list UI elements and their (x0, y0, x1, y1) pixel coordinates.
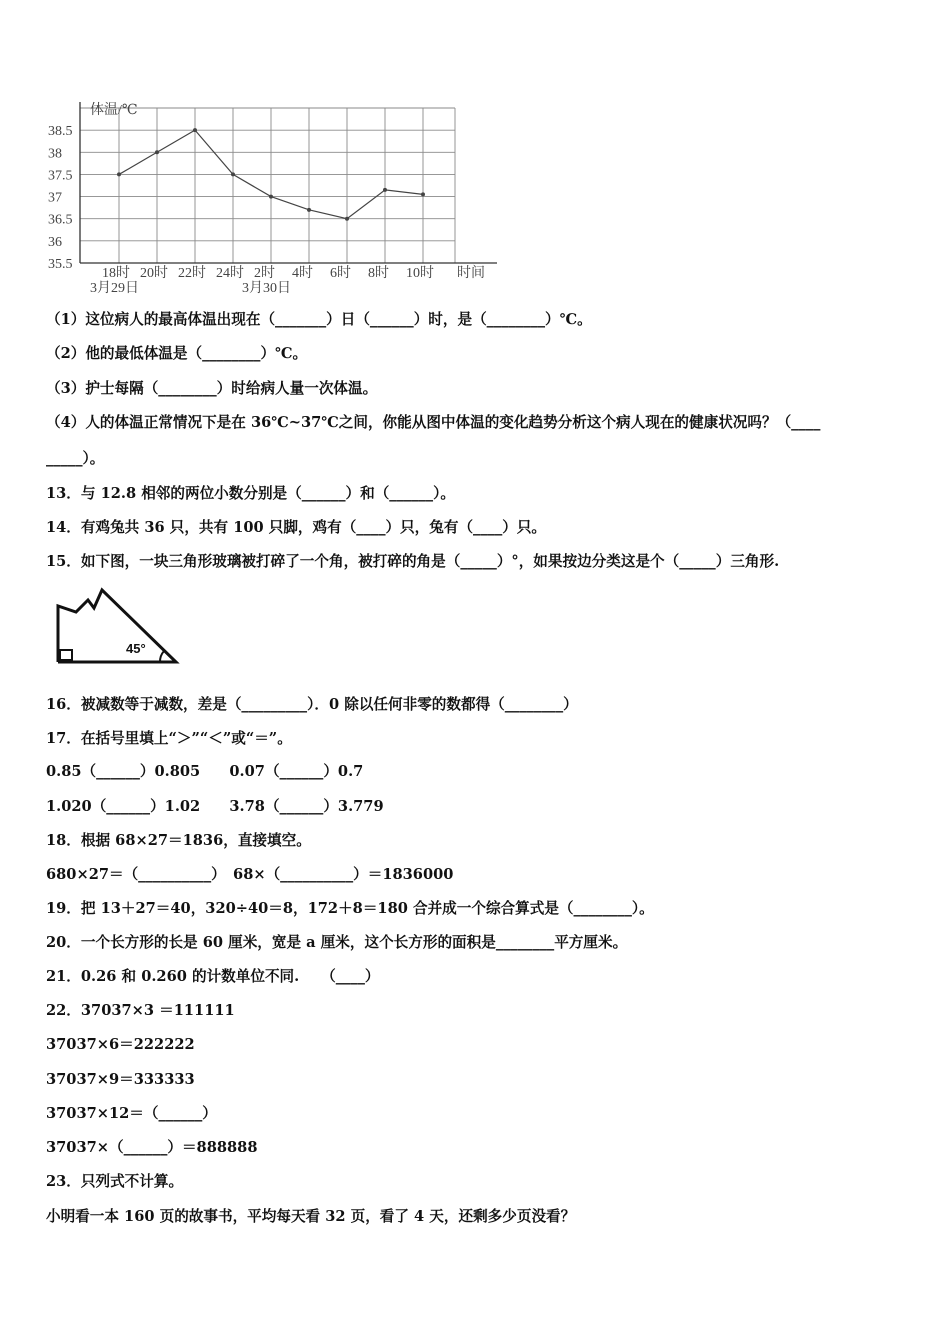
question-22: 22．37037×3 ＝111111 (46, 1002, 235, 1019)
x-tick-label: 18时 (102, 266, 130, 281)
date-label: 3月29日 (90, 281, 139, 296)
y-tick-label: 37.5 (48, 168, 73, 184)
question-19: 19．把 13＋27＝40，320÷40＝8，172＋8＝180 合并成一个综合算式是（________）。 (46, 900, 654, 917)
data-point (155, 150, 159, 154)
question-13: 13．与 12.8 相邻的两位小数分别是（______）和（______）。 (46, 485, 455, 502)
question-12-part-1: （1）这位病人的最高体温出现在（_______）日（______）时，是（________）℃。 (46, 311, 592, 328)
data-point (231, 172, 235, 176)
x-tick-label: 22时 (178, 266, 206, 281)
question-22-line-5: 37037×（______）＝888888 (46, 1139, 258, 1156)
question-21: 21．0.26 和 0.260 的计数单位不同. （____） (46, 968, 380, 985)
data-point (421, 192, 425, 196)
data-point (193, 128, 197, 132)
question-22-line-3: 37037×9＝333333 (46, 1071, 195, 1088)
question-17: 17．在括号里填上“＞”“＜”或“＝”。 (46, 730, 292, 747)
broken-triangle-outline (58, 590, 176, 662)
y-tick-label: 36.5 (48, 212, 73, 228)
data-point (307, 208, 311, 212)
y-tick-label: 38.5 (48, 124, 73, 140)
angle-label: 45° (126, 641, 146, 656)
y-axis-label: 体温/℃ (90, 103, 138, 118)
question-17-row-1: 0.85（______）0.805 0.07（______）0.7 (46, 763, 364, 780)
question-23-text: 小明看一本 160 页的故事书，平均每天看 32 页，看了 4 天，还剩多少页没看？ (46, 1208, 576, 1225)
data-point (345, 217, 349, 221)
question-16: 16．被减数等于减数，差是（_________）．0 除以任何非零的数都得（________） (46, 696, 578, 713)
y-tick-label: 36 (48, 234, 62, 250)
broken-triangle-figure (54, 586, 184, 670)
date-label: 3月30日 (242, 281, 291, 296)
data-point (383, 188, 387, 192)
data-point (117, 172, 121, 176)
x-tick-label: 6时 (330, 266, 351, 281)
right-angle-mark (60, 650, 72, 660)
x-axis-label: 时间 (457, 266, 485, 281)
x-tick-label: 2时 (254, 266, 275, 281)
chart-svg (42, 96, 502, 306)
question-14: 14．有鸡兔共 36 只，共有 100 只脚，鸡有（____）只，兔有（____）只。 (46, 519, 547, 536)
question-12-part-2: （2）他的最低体温是（________）℃。 (46, 345, 308, 362)
question-12-part-4-continued: _____）。 (46, 450, 105, 467)
question-23: 23．只列式不计算。 (46, 1173, 184, 1190)
x-tick-label: 24时 (216, 266, 244, 281)
angle-arc-mark (160, 651, 164, 662)
x-tick-label: 10时 (406, 266, 434, 281)
broken-triangle-svg (54, 586, 184, 670)
question-18: 18．根据 68×27＝1836，直接填空。 (46, 832, 311, 849)
question-12-part-3: （3）护士每隔（________）时给病人量一次体温。 (46, 380, 378, 397)
question-15: 15．如下图，一块三角形玻璃被打碎了一个角，被打碎的角是（_____）°，如果按边分类这是个（_____）三角形. (46, 553, 780, 570)
question-20: 20．一个长方形的长是 60 厘米，宽是 a 厘米，这个长方形的面积是________平方厘米。 (46, 934, 628, 951)
question-22-line-2: 37037×6＝222222 (46, 1036, 195, 1053)
question-17-row-2: 1.020（______）1.02 3.78（______）3.779 (46, 798, 384, 815)
y-tick-label: 37 (48, 190, 62, 206)
y-tick-label: 35.5 (48, 257, 73, 272)
data-point (269, 195, 273, 199)
temperature-line-chart (42, 96, 502, 306)
question-22-line-4: 37037×12＝（______） (46, 1105, 217, 1122)
y-tick-label: 38 (48, 146, 62, 162)
question-12-part-4: （4）人的体温正常情况下是在 36℃~37℃之间，你能从图中体温的变化趋势分析这个病人现在的健康状况吗？（____ (46, 414, 821, 431)
x-tick-label: 4时 (292, 266, 313, 281)
question-18-row: 680×27＝（__________） 68×（__________）＝1836000 (46, 866, 454, 883)
x-tick-label: 8时 (368, 266, 389, 281)
x-tick-label: 20时 (140, 266, 168, 281)
